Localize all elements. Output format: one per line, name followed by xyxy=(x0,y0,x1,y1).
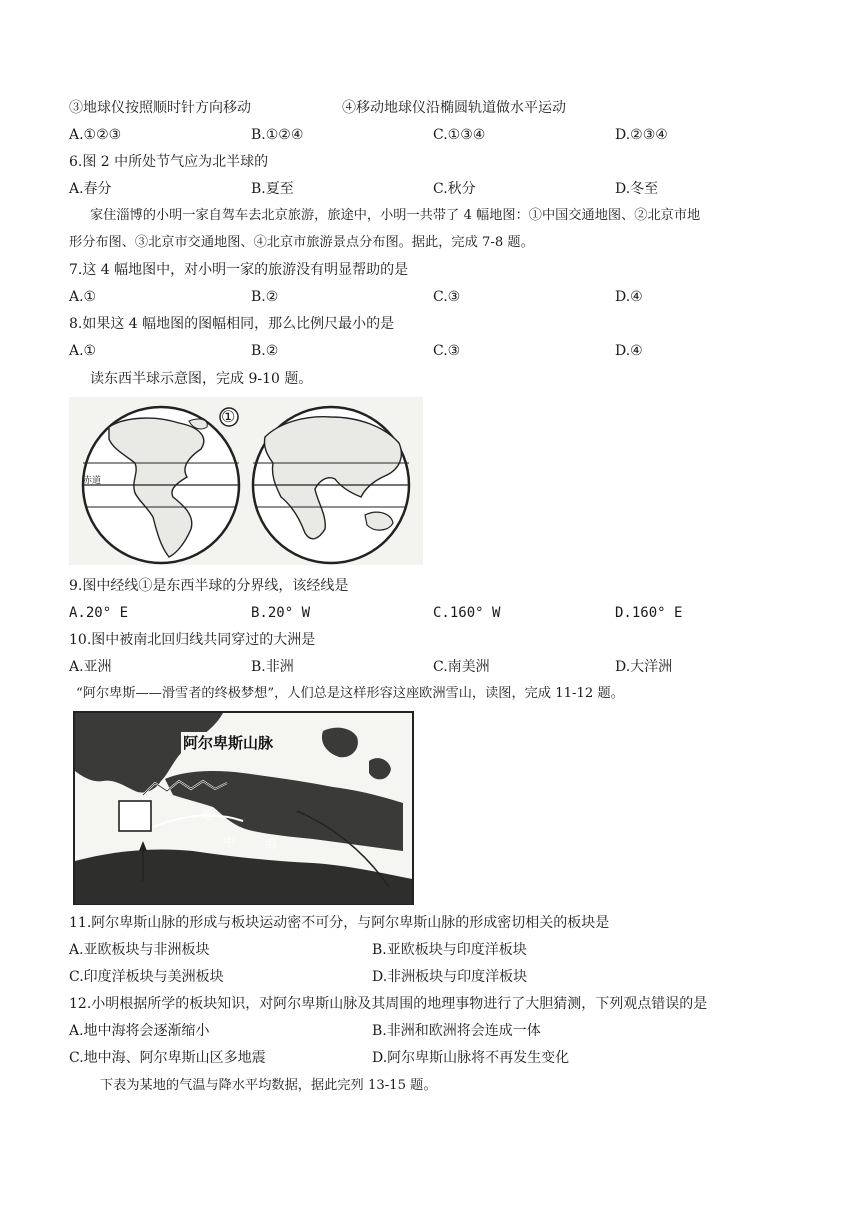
q6-option-a: A.春分 xyxy=(69,181,112,197)
q7-option-a: A.① xyxy=(69,289,97,305)
alps-label: 阿尔卑斯山脉 xyxy=(183,734,274,752)
q5-option-c: C.①③④ xyxy=(433,127,486,143)
q9-option-c: C.160° W xyxy=(433,605,501,621)
q11-option-a: A.亚欧板块与非洲板块 xyxy=(69,942,210,958)
q9-option-d: D.160° E xyxy=(615,605,683,621)
alps-map xyxy=(73,711,414,905)
q9-option-b: B.20° W xyxy=(251,605,311,621)
intro-9-10: 读东西半球示意图，完成 9-10 题。 xyxy=(90,371,313,387)
sea-label-char-2: 中 xyxy=(223,835,236,849)
intro-13-15: 下表为某地的气温与降水平均数据，据此完列 13-15 题。 xyxy=(100,1078,437,1093)
q6-stem: 6.图 2 中所处节气应为北半球的 xyxy=(69,154,269,170)
q6-option-b: B.夏至 xyxy=(251,181,294,197)
q12-option-d: D.阿尔卑斯山脉将不再发生变化 xyxy=(372,1050,570,1066)
q12-option-a: A.地中海将会逐渐缩小 xyxy=(69,1023,210,1039)
q6-option-c: C.秋分 xyxy=(433,181,476,197)
hemisphere-map-drawing xyxy=(69,397,423,565)
q11-option-d: D.非洲板块与印度洋板块 xyxy=(372,969,528,985)
q8-option-a: A.① xyxy=(69,343,97,359)
q8-option-d: D.④ xyxy=(615,343,643,359)
q10-option-c: C.南美洲 xyxy=(433,659,490,675)
q10-option-d: D.大洋洲 xyxy=(615,659,673,675)
q12-option-b: B.非洲和欧洲将会连成一体 xyxy=(372,1023,541,1039)
western-hemisphere xyxy=(83,407,239,563)
q11-stem: 11.阿尔卑斯山脉的形成与板块运动密不可分，与阿尔卑斯山脉的形成密切相关的板块是 xyxy=(69,915,610,931)
q5-statement-3: ③地球仪按照顺时针方向移动 xyxy=(69,100,251,116)
equator-label: 赤道 xyxy=(83,476,102,486)
q10-option-b: B.非洲 xyxy=(251,659,294,675)
intro-11-12: “阿尔卑斯——滑雪者的终极梦想”，人们总是这样形容这座欧洲雪山，读图，完成 11-12 题。 xyxy=(76,686,624,701)
intro-7-8-line-1: 家住淄博的小明一家自驾车去北京旅游，旅途中，小明一共带了 4 幅地图：①中国交通地图、②北京市地 xyxy=(90,208,701,223)
q7-option-d: D.④ xyxy=(615,289,643,305)
q8-stem: 8.如果这 4 幅地图的图幅相同，那么比例尺最小的是 xyxy=(69,316,395,332)
eastern-hemisphere xyxy=(253,407,409,563)
q7-option-c: C.③ xyxy=(433,289,461,305)
q9-option-a: A.20° E xyxy=(69,605,129,621)
meridian-marker-label: ① xyxy=(221,407,236,426)
intro-7-8-line-2: 形分布图、③北京市交通地图、④北京市旅游景点分布图。据此，完成 7-8 题。 xyxy=(69,235,534,250)
q12-option-c: C.地中海、阿尔卑斯山区多地震 xyxy=(69,1050,266,1066)
q5-statement-4: ④移动地球仪沿椭圆轨道做水平运动 xyxy=(342,100,566,116)
q10-stem: 10.图中被南北回归线共同穿过的大洲是 xyxy=(69,632,316,648)
q9-stem: 9.图中经线①是东西半球的分界线，该经线是 xyxy=(69,578,349,594)
q11-option-c: C.印度洋板块与美洲板块 xyxy=(69,969,224,985)
q10-option-a: A.亚洲 xyxy=(69,659,112,675)
q8-option-b: B.② xyxy=(251,343,279,359)
q12-stem: 12.小明根据所学的板块知识，对阿尔卑斯山脉及其周围的地理事物进行了大胆猜测，下列观点错误的是 xyxy=(69,996,708,1012)
q5-option-b: B.①②④ xyxy=(251,127,304,143)
q5-option-d: D.②③④ xyxy=(615,127,668,143)
q7-option-b: B.② xyxy=(251,289,279,305)
q11-option-b: B.亚欧板块与印度洋板块 xyxy=(372,942,527,958)
q5-option-a: A.①②③ xyxy=(69,127,122,143)
hemisphere-map xyxy=(69,397,423,565)
q6-option-d: D.冬至 xyxy=(615,181,659,197)
q7-stem: 7.这 4 幅地图中，对小明一家的旅游没有明显帮助的是 xyxy=(69,262,409,278)
sea-label-char-3: 海 xyxy=(265,837,278,851)
sea-label-char-1: 地 xyxy=(201,809,212,822)
q8-option-c: C.③ xyxy=(433,343,461,359)
